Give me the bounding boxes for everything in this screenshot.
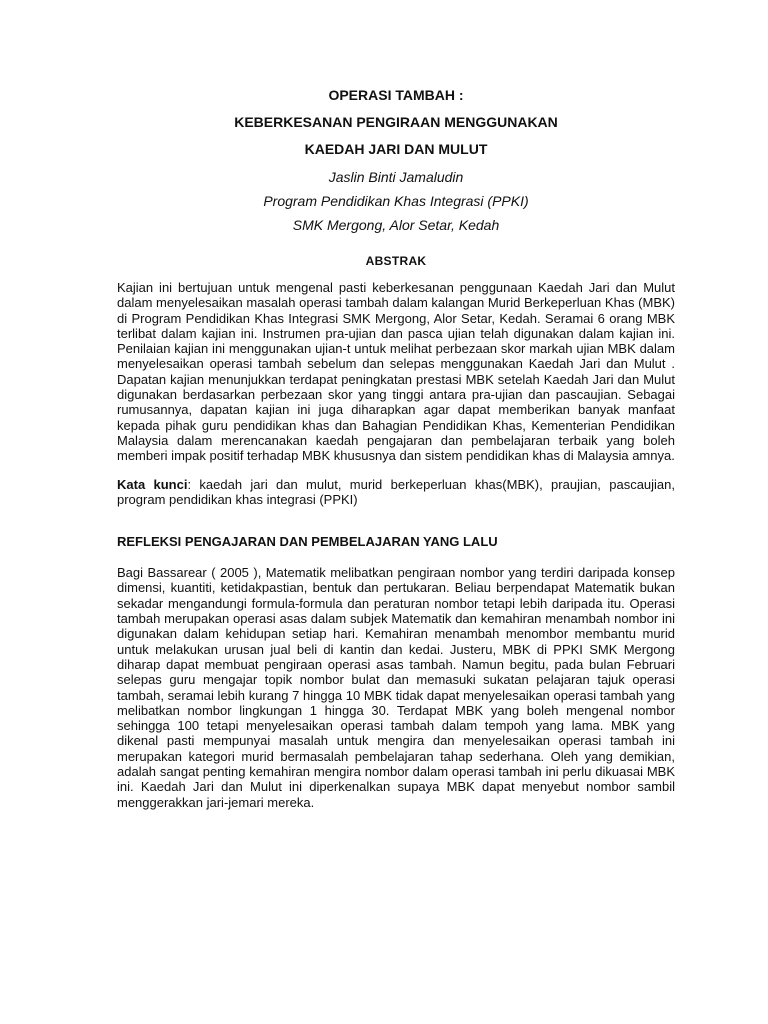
keywords-label: Kata kunci	[117, 476, 188, 492]
section-heading: REFLEKSI PENGAJARAN DAN PEMBELAJARAN YANG LALU	[117, 534, 498, 550]
keywords	[117, 477, 675, 508]
title-line-1: OPERASI TAMBAH :	[328, 87, 464, 103]
document-page	[117, 86, 675, 810]
author-school: SMK Mergong, Alor Setar, Kedah	[292, 217, 500, 233]
author-name: Jaslin Binti Jamaludin	[328, 169, 464, 185]
abstract-heading: ABSTRAK	[365, 254, 427, 268]
abstract-body: Kajian ini bertujuan untuk mengenal pasti keberkesanan penggunaan Kaedah Jari dan Mulut dalam menyelesaikan masalah operasi tambah dalam kalangan Murid Berkeperluan Khas (MBK) di Program Pendidikan Khas Integrasi SMK Mergong, Alor Setar, Kedah. Seramai 6 orang MBK terlibat dalam kajian ini. Instrumen pra-ujian dan pasca ujian telah digunakan dalam kajian ini. Penilaian kajian ini menggunakan ujian-t untuk melihat perbezaan skor markah ujian MBK dalam menyelesaikan operasi tambah sebelum dan selepas menggunakan Kaedah Jari dan Mulut . Dapatan kajian menunjukkan terdapat peningkatan prestasi MBK setelah Kaedah Jari dan Mulut digunakan berdasarkan perbezaan skor yang tinggi antara pra-ujian dan pascaujian. Sebagai rumusannya, dapatan kajian ini juga diharapkan agar dapat memberikan banyak manfaat kepada pihak guru pendidikan khas dan Bahagian Pendidikan Khas, Kementerian Pendidikan Malaysia dalam merencanakan kaedah pengajaran dan pembelajaran terbaik yang boleh memberi impak positif terhadap MBK khususnya dan sistem pendidikan khas di Malaysia amnya.	[117, 280, 675, 464]
title-line-3: KAEDAH JARI DAN MULUT	[304, 141, 488, 157]
title-line-2: KEBERKESANAN PENGIRAAN MENGGUNAKAN	[234, 114, 558, 130]
author-program: Program Pendidikan Khas Integrasi (PPKI)	[263, 193, 529, 209]
section-body: Bagi Bassarear ( 2005 ), Matematik melibatkan pengiraan nombor yang terdiri daripada konsep dimensi, kuantiti, ketidakpastian, bentuk dan pertukaran. Beliau berpendapat Matematik bukan sekadar mengandungi formula-formula dan peraturan nombor tetapi lebih daripada itu. Operasi tambah merupakan operasi asas dalam subjek Matematik dan kemahiran menambah nombor ini digunakan dalam kehidupan setiap hari. Kemahiran menambah menombor membantu murid untuk melakukan urusan jual beli di kantin dan kedai. Justeru, MBK di PPKI SMK Mergong diharap dapat membuat pengiraan operasi asas tambah. Namun begitu, pada bulan Februari selepas guru mengajar topik nombor bulat dan memasuki sukatan pelajaran tajuk operasi tambah, seramai lebih kurang 7 hingga 10 MBK tidak dapat menyelesaikan operasi tambah yang melibatkan nombor lingkungan 1 hingga 30. Terdapat MBK yang boleh mengenal nombor sehingga 100 tetapi menyelesaikan operasi tambah dalam tempoh yang lama. MBK yang dikenal pasti mempunyai masalah untuk mengira dan menyelesaikan operasi tambah ini merupakan kategori murid bermasalah pembelajaran tahap sederhana. Oleh yang demikian, adalah sangat penting kemahiran mengira nombor dalam operasi tambah ini perlu dikuasai MBK ini. Kaedah Jari dan Mulut ini diperkenalkan supaya MBK dapat menyebut nombor sambil menggerakkan jari-jemari mereka.	[117, 565, 675, 810]
keywords-text: : kaedah jari dan mulut, murid berkeperluan khas(MBK), praujian, pascaujian, program pendidikan khas integrasi (PPKI)	[117, 476, 676, 507]
